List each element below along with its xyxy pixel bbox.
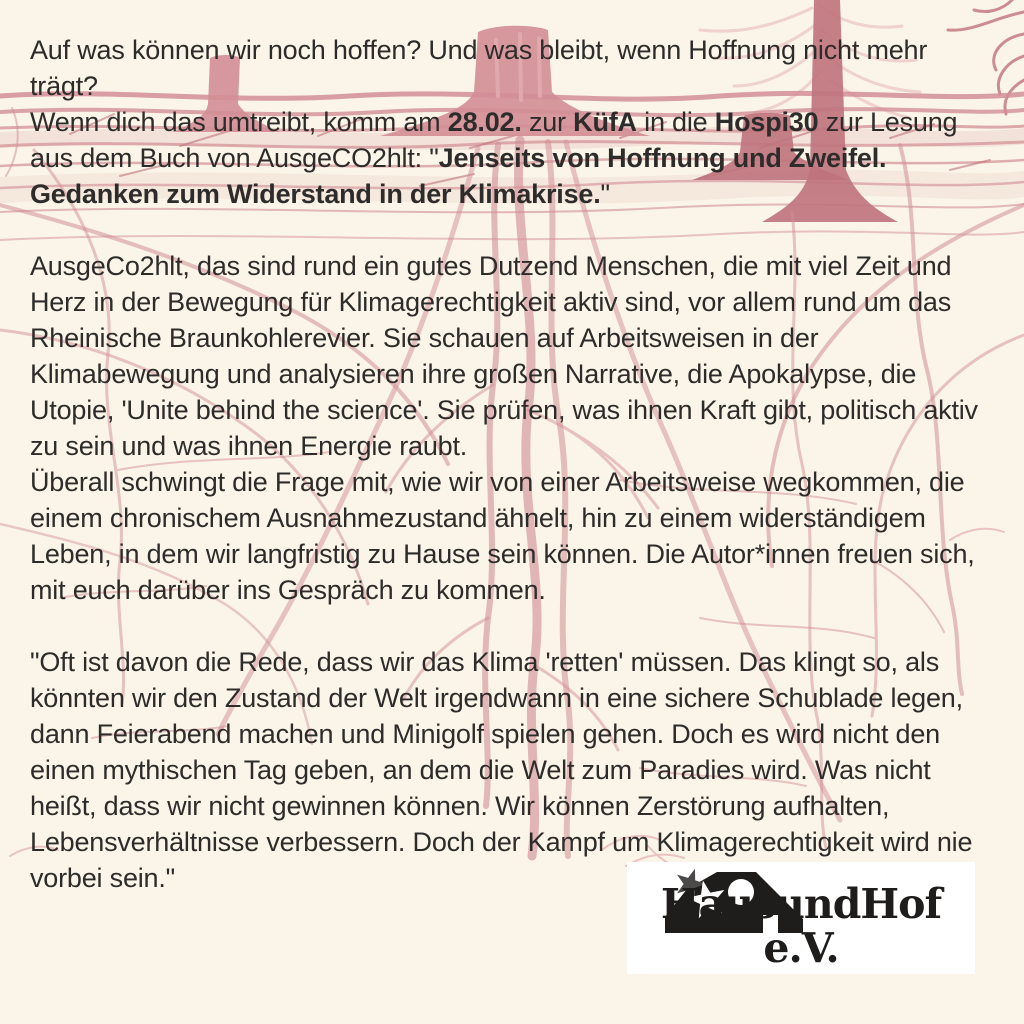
text-segment: zur xyxy=(521,107,574,137)
text-segment: 28.02. xyxy=(447,107,522,137)
text-segment: in die xyxy=(636,107,715,137)
org-name: HausundHof e.V. xyxy=(660,880,942,972)
text-segment: Hospi30 xyxy=(714,107,819,137)
text-segment: Überall schwingt die Frage mit, wie wir von einer Arbeitsweise wegkommen, die einem chronischem Ausnahmezustand ähnelt, hin zu einem widerständigem Leben, in dem wir langfristig zu Hause sein können. Die Autor*innen freuen sich, mit euch darüber ins Gespräch zu kommen. xyxy=(30,467,975,605)
paragraph-quote xyxy=(30,644,994,896)
text-segment: Auf was können wir noch hoffen? Und was bleibt, wenn Hoffnung nicht mehr trägt? xyxy=(30,35,928,101)
text-segment: "Oft ist davon die Rede, dass wir das Klima 'retten' müssen. Das klingt so, als könnten wir den Zustand der Welt irgendwann in eine sichere Schublade legen, dann Feierabend machen und Minigolf spielen gehen. Doch es wird nicht den einen mythischen Tag geben, an dem die Welt zum Paradies wird. Was nicht heißt, dass wir nicht gewinnen können. Wir können Zerstörung aufhalten, Lebensverhältnisse verbessern. Doch der Kampf um Klimagerechtigkeit wird nie vorbei sein." xyxy=(30,647,973,893)
text-segment: Wenn dich das umtreibt, komm am xyxy=(30,107,448,137)
text-segment: KüfA xyxy=(573,107,637,137)
text-segment: " xyxy=(600,179,610,209)
text-segment: Jenseits von Hoffnung und Zweifel. Gedanken zum Widerstand in der Klimakrise. xyxy=(30,143,887,209)
paragraph-about xyxy=(30,248,994,608)
text-segment: zur Lesung aus dem Buch von AusgeCO2hlt: " xyxy=(30,107,958,173)
text-segment: AusgeCo2hlt, das sind rund ein gutes Dutzend Menschen, die mit viel Zeit und Herz in der Bewegung für Klimagerechtigkeit aktiv sind, vor allem rund um das Rheinische Braunkohlerevier. Sie schauen auf Arbeitsweisen in der Klimabewegung und analysieren ihre großen Narrative, die Apokalypse, die Utopie, 'Unite behind the science'. Sie prüfen, was ihnen Kraft gibt, politisch aktiv zu sein und was ihnen Energie raubt. xyxy=(30,251,978,461)
logo xyxy=(627,862,975,974)
paragraph-intro xyxy=(30,32,994,212)
